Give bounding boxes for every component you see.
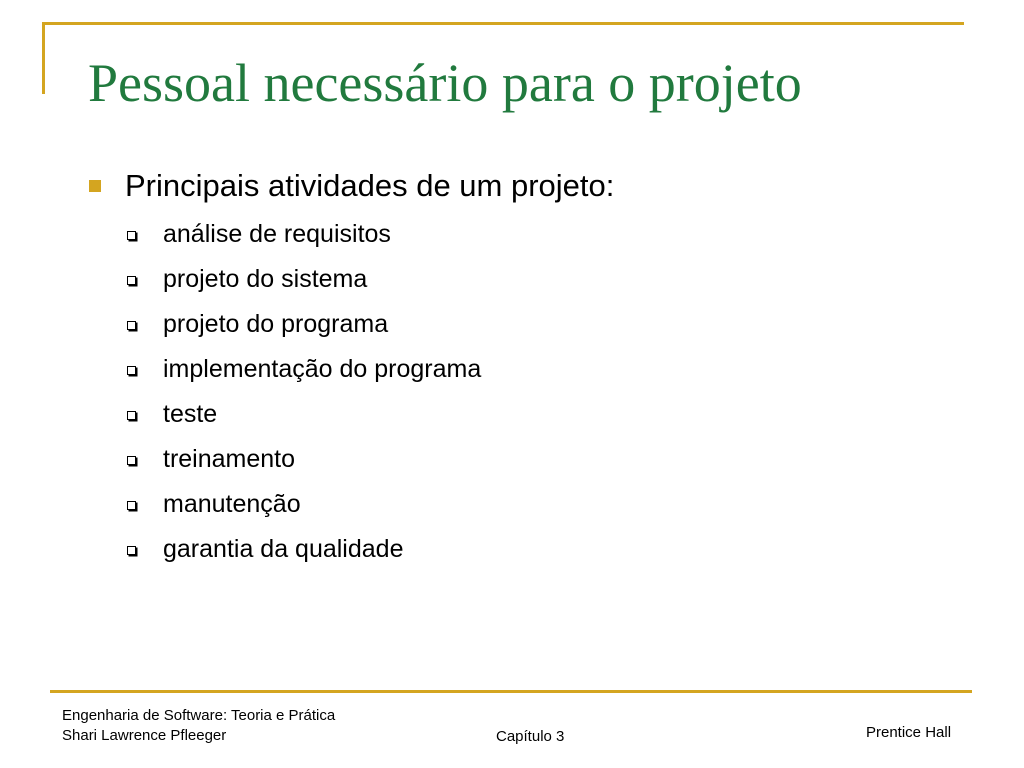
sub-bullet-item (126, 392, 986, 437)
sub-bullet-text: teste (163, 400, 218, 428)
hollow-square-bullet-icon (127, 501, 136, 510)
top-decorative-rule (42, 22, 964, 25)
hollow-square-bullet-icon (127, 276, 136, 285)
main-bullet-item (88, 160, 948, 212)
footer-decorative-rule (50, 690, 972, 693)
hollow-square-bullet-icon (127, 411, 136, 420)
hollow-square-bullet-icon (127, 231, 136, 240)
sub-bullet-text: garantia da qualidade (163, 535, 404, 563)
sub-bullet-text: manutenção (163, 490, 301, 518)
sub-bullet-item (126, 437, 986, 482)
filled-square-bullet-icon (89, 180, 101, 192)
footer-book-title: Engenharia de Software: Teoria e Prática (62, 707, 336, 724)
hollow-square-bullet-icon (127, 321, 136, 330)
sub-bullet-item (126, 347, 986, 392)
sub-bullet-text: treinamento (163, 445, 296, 473)
sub-bullet-item (126, 302, 986, 347)
footer-chapter: Capítulo 3 (496, 728, 565, 745)
sub-bullet-item (126, 212, 986, 257)
left-decorative-rule (42, 22, 45, 94)
footer-book-info (62, 706, 335, 746)
sub-bullet-list (126, 212, 986, 572)
slide-content (88, 160, 948, 572)
sub-bullet-item (126, 257, 986, 302)
sub-bullet-text: implementação do programa (163, 355, 482, 383)
hollow-square-bullet-icon (127, 546, 136, 555)
slide-title: Pessoal necessário para o projeto (88, 53, 802, 113)
footer-author: Shari Lawrence Pfleeger (62, 727, 227, 744)
hollow-square-bullet-icon (127, 366, 136, 375)
main-bullet-text: Principais atividades de um projeto: (125, 168, 615, 203)
sub-bullet-item (126, 527, 986, 572)
sub-bullet-item (126, 482, 986, 527)
sub-bullet-text: projeto do programa (163, 310, 389, 338)
sub-bullet-text: análise de requisitos (163, 220, 391, 248)
footer-publisher: Prentice Hall (866, 724, 952, 741)
sub-bullet-text: projeto do sistema (163, 265, 368, 293)
hollow-square-bullet-icon (127, 456, 136, 465)
